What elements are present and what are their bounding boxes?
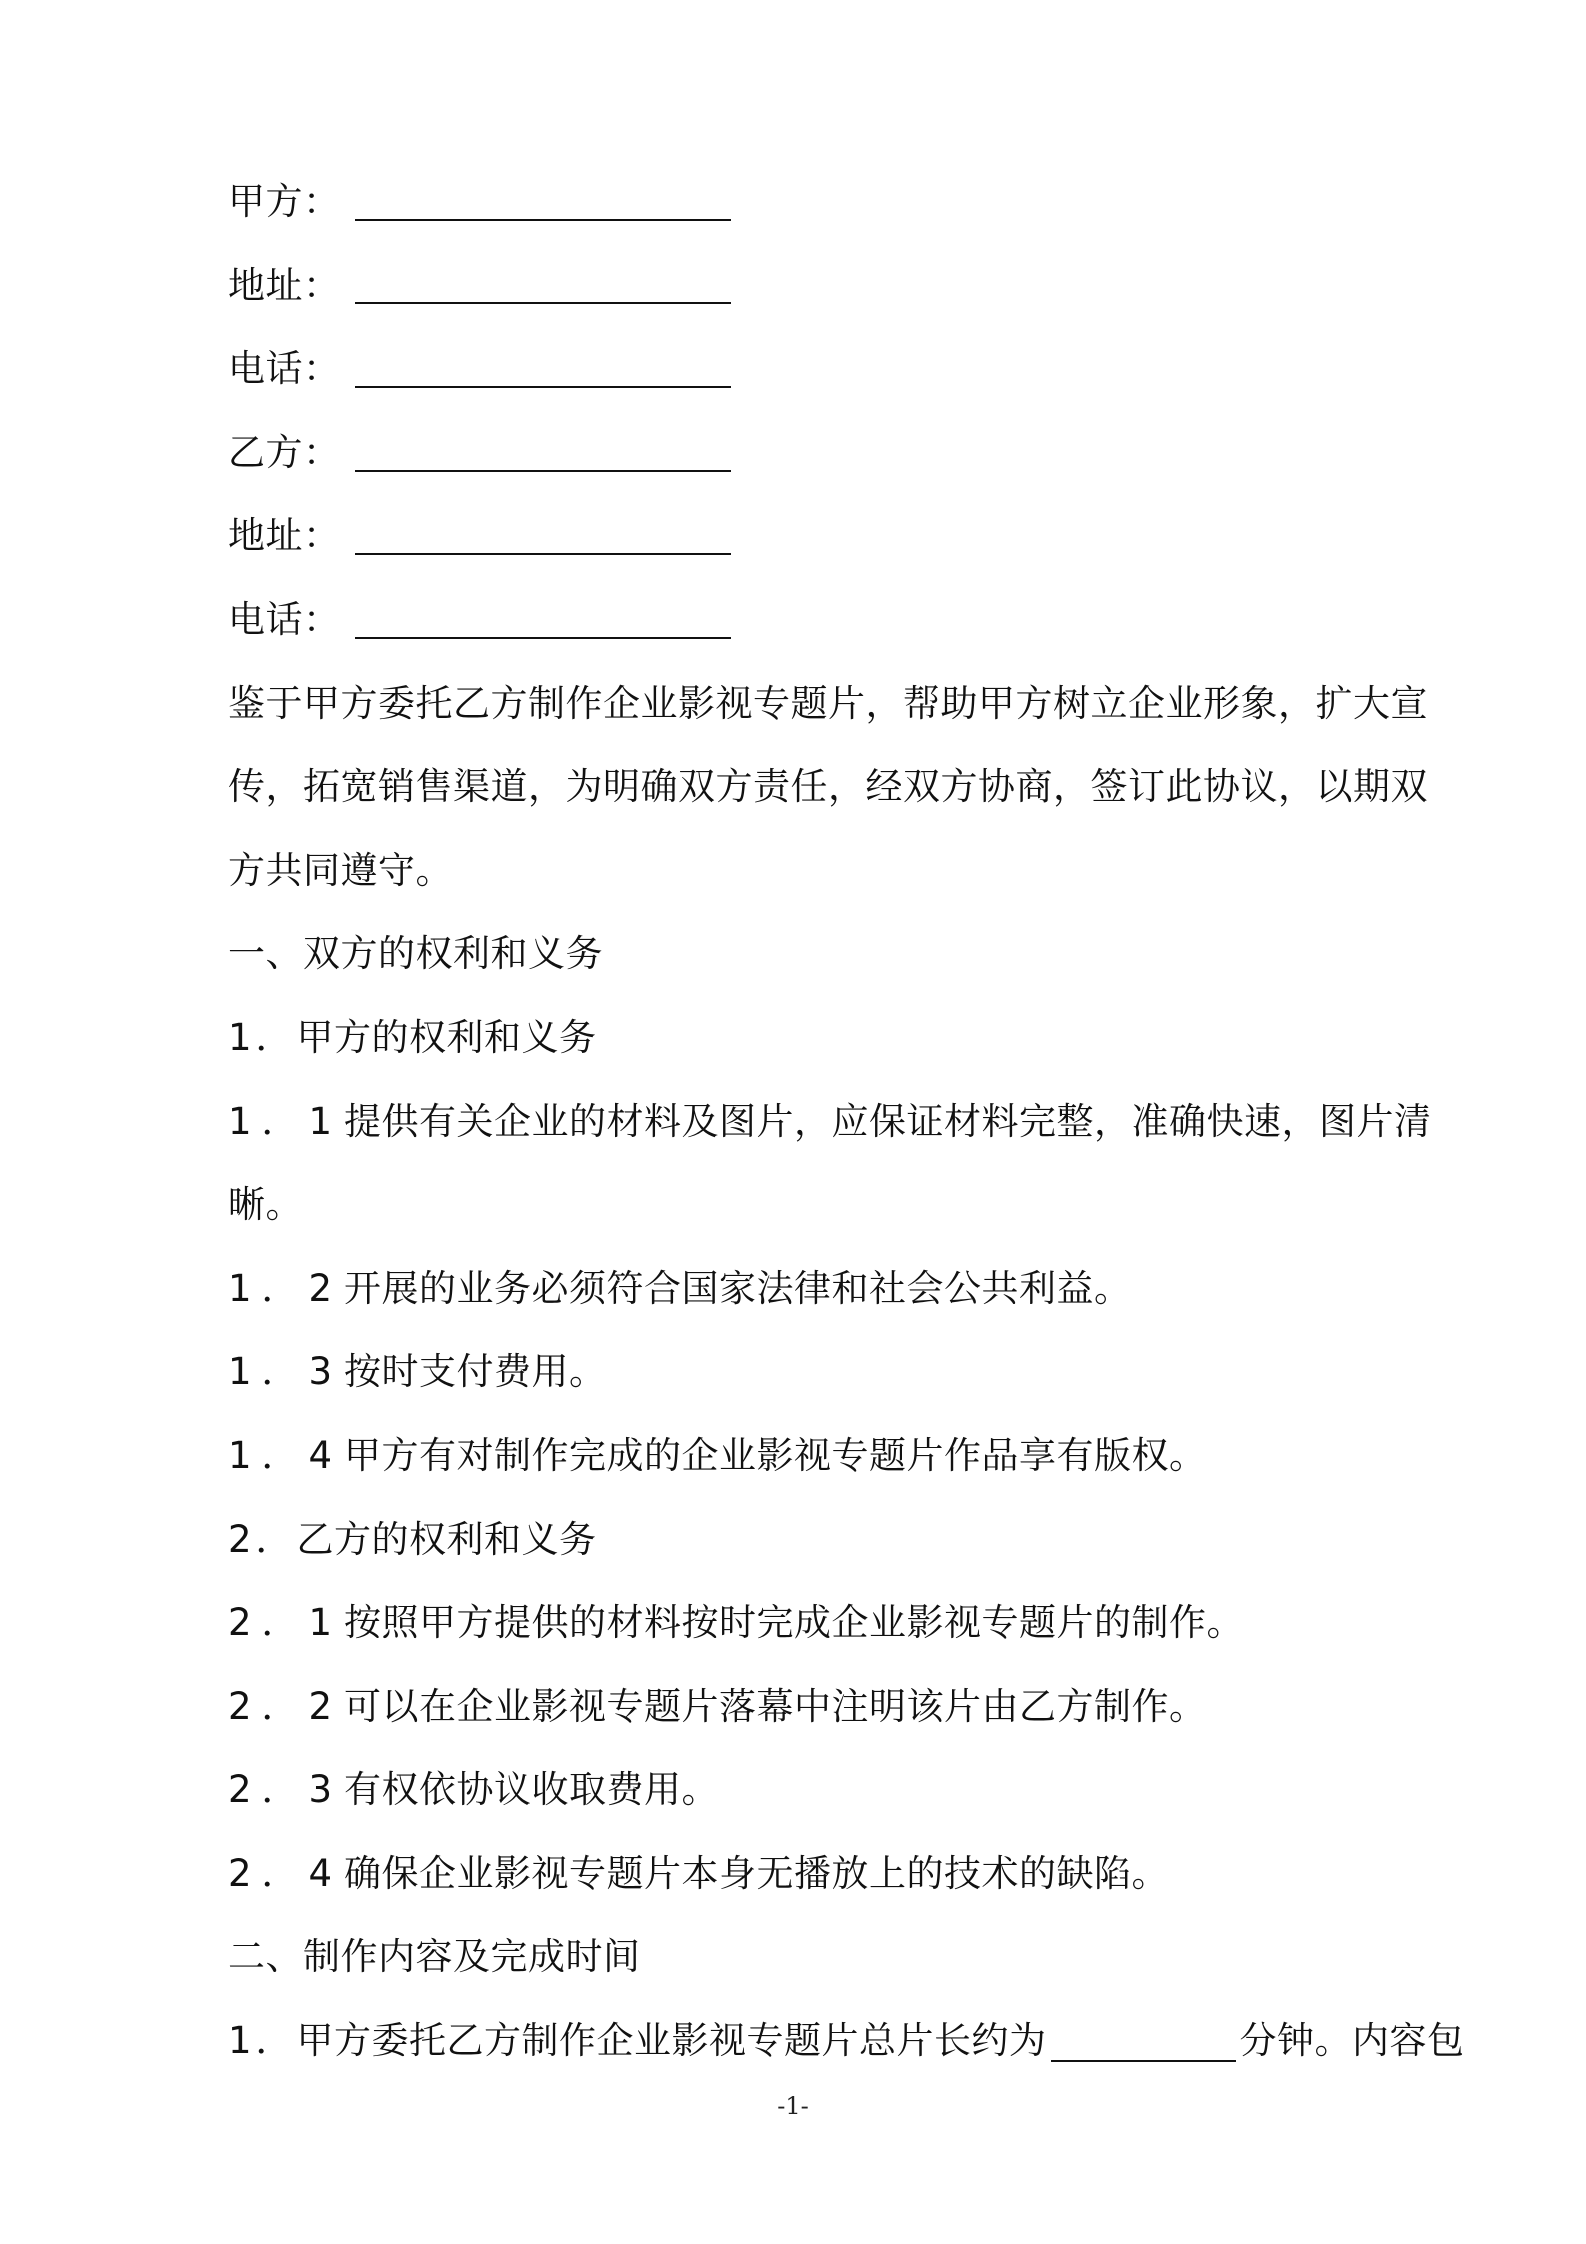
party-a-phone-label: 电话：	[228, 347, 341, 391]
clause-1-2-num: 1．2	[228, 1266, 343, 1310]
preamble-line-1: 鉴于甲方委托乙方制作企业影视专题片，帮助甲方树立企业形象，扩大宣	[228, 681, 1428, 725]
section-1-heading: 一、双方的权利和义务	[228, 932, 603, 976]
party-b-phone-blank[interactable]	[355, 593, 731, 639]
party-a-label: 甲方：	[228, 180, 341, 223]
section-2-heading: 二、制作内容及完成时间	[228, 1935, 641, 1979]
clause-2-1-num: 2．1	[228, 1601, 343, 1645]
clause-2-3	[228, 1748, 1448, 1832]
clause-2-1-text: 按照甲方提供的材料按时完成企业影视专题片的制作。	[344, 1601, 1244, 1645]
party-b-label: 乙方：	[228, 430, 341, 474]
section-2-clause-1	[228, 1999, 1465, 2083]
section-1-sub-1-heading	[228, 996, 1448, 1080]
party-b-phone-field	[228, 578, 1448, 662]
party-b-address-field	[228, 494, 1448, 578]
section-2-clause-1-num: 1．	[228, 2019, 297, 2063]
party-b-address-label: 地址：	[228, 514, 341, 558]
clause-2-3-text: 有权依协议收取费用。	[344, 1768, 719, 1812]
clause-1-3	[228, 1330, 1448, 1414]
clause-2-4	[228, 1832, 1448, 1916]
section-1-sub-1-text: 甲方的权利和义务	[296, 1015, 597, 1059]
party-b-field	[228, 411, 1448, 495]
clause-1-3-text: 按时支付费用。	[344, 1350, 607, 1394]
clause-1-1	[228, 1080, 1448, 1164]
clause-2-3-num: 2．3	[228, 1768, 343, 1812]
clause-2-1	[228, 1581, 1448, 1665]
party-a-address-label: 地址：	[228, 263, 341, 307]
party-a-address-blank[interactable]	[355, 258, 731, 304]
party-a-address-field	[228, 244, 1448, 328]
party-b-phone-label: 电话：	[228, 597, 341, 641]
preamble-line-2: 传，拓宽销售渠道，为明确双方责任，经双方协商，签订此协议，以期双	[228, 765, 1428, 809]
clause-2-4-text: 确保企业影视专题片本身无播放上的技术的缺陷。	[344, 1851, 1169, 1895]
page-number: -1-	[777, 2092, 809, 2120]
clause-1-4	[228, 1414, 1448, 1498]
clause-2-4-num: 2．4	[228, 1851, 343, 1895]
clause-1-1-continuation: 晰。	[228, 1183, 303, 1227]
party-b-blank[interactable]	[355, 426, 731, 472]
preamble-line-3: 方共同遵守。	[228, 848, 453, 892]
section-2-clause-1-text-before: 甲方委托乙方制作企业影视专题片总片长约为	[296, 2019, 1047, 2063]
party-a-field	[228, 160, 1448, 244]
section-2-clause-1-text-after: 分钟。内容包	[1239, 2019, 1465, 2063]
clause-1-4-text: 甲方有对制作完成的企业影视专题片作品享有版权。	[344, 1433, 1207, 1477]
section-1-sub-2-heading	[228, 1498, 1448, 1582]
party-a-phone-blank[interactable]	[355, 342, 731, 388]
clause-2-2-num: 2．2	[228, 1684, 343, 1728]
clause-1-1-text: 提供有关企业的材料及图片，应保证材料完整，准确快速，图片清	[344, 1099, 1432, 1143]
clause-2-2-text: 可以在企业影视专题片落幕中注明该片由乙方制作。	[344, 1684, 1207, 1728]
party-a-blank[interactable]	[355, 175, 731, 221]
section-1-sub-2-num: 2．	[228, 1517, 297, 1561]
clause-1-2	[228, 1247, 1448, 1331]
duration-minutes-blank[interactable]	[1051, 2016, 1236, 2062]
party-a-phone-field	[228, 327, 1448, 411]
clause-1-3-num: 1．3	[228, 1350, 343, 1394]
document-body	[228, 160, 1465, 2083]
clause-2-2	[228, 1665, 1448, 1749]
section-1-sub-2-text: 乙方的权利和义务	[296, 1517, 597, 1561]
party-b-address-blank[interactable]	[355, 509, 731, 555]
clause-1-4-num: 1．4	[228, 1433, 343, 1477]
clause-1-1-num: 1．1	[228, 1099, 343, 1143]
clause-1-2-text: 开展的业务必须符合国家法律和社会公共利益。	[344, 1266, 1132, 1310]
section-1-sub-1-num: 1．	[228, 1015, 297, 1059]
